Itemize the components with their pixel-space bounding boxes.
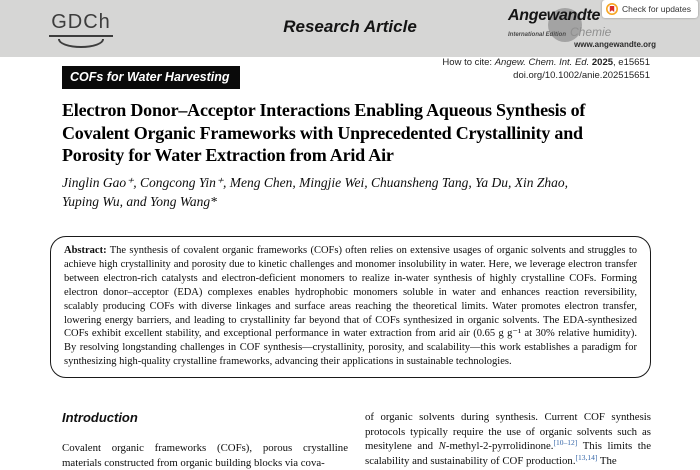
angewandte-subtitle-row [508, 25, 656, 39]
body-text-segment: -methyl-2-pyrrolidinone. [445, 440, 554, 453]
journal-header [0, 0, 700, 57]
gdch-logo-text: GDCh [49, 11, 113, 37]
left-column [62, 410, 348, 470]
title-line-3: Porosity for Water Extraction from Arid Air [62, 145, 394, 165]
check-for-updates-button[interactable] [602, 0, 698, 18]
citation-block [442, 57, 650, 82]
angewandte-name: Angewandte [508, 7, 601, 24]
how-to-cite-label: How to cite: [442, 57, 495, 68]
body-text-italic-segment: N [438, 440, 446, 453]
international-edition-label: International Edition [508, 32, 566, 38]
topic-badge: COFs for Water Harvesting [62, 66, 240, 89]
abstract-label: Abstract: [64, 245, 107, 256]
intro-paragraph: Covalent organic frameworks (COFs), porous crystalline materials constructed from organic building blocks via cova- [62, 442, 348, 469]
crossmark-icon [606, 3, 618, 15]
author-line-1: Jinglin Gao⁺, Congcong Yin⁺, Meng Chen, Mingjie Wei, Chuansheng Tang, Ya Du, Xin Zhao, [62, 175, 569, 190]
body-text-segment: The [597, 454, 617, 467]
article-title [62, 99, 656, 167]
article-body [62, 410, 651, 470]
introduction-heading: Introduction [62, 410, 138, 425]
body-text-segment: of organic solvents during synthesis. Current COF synthesis protocols typically require the use of organic solvents such as mesitylene and [365, 411, 651, 453]
reference-link-10-12[interactable]: [10–12] [553, 438, 578, 448]
chemie-label: Chemie [570, 25, 612, 39]
title-line-1: Electron Donor–Acceptor Interactions Enabling Aqueous Synthesis of [62, 100, 586, 120]
body-text-segment: This limits the scalability and sustainability of COF production. [365, 440, 651, 467]
check-for-updates-label: Check for updates [622, 4, 691, 14]
journal-website-link[interactable]: www.angewandte.org [574, 40, 656, 49]
right-column-paragraph [365, 410, 651, 468]
author-line-2: Yuping Wu, and Yong Wang* [62, 194, 217, 209]
author-list [62, 173, 656, 211]
title-line-2: Covalent Organic Frameworks with Unprecedented Crystallinity and [62, 122, 583, 143]
right-column [365, 410, 651, 470]
citation-year: 2025 [591, 57, 614, 68]
doi-link[interactable]: doi.org/10.1002/anie.202515651 [513, 69, 650, 81]
article-type-heading: Research Article [283, 17, 417, 36]
abstract-text: The synthesis of covalent organic frameworks (COFs) often relies on extensive usages of organic solvents and struggles to achieve high crystallinity and porosity due to kinetic challenges and monomer insolubility in water. Here, we leverage electron transfer between electron-rich catalysts and electron-deficient monomers to realize in-water synthesis of highly crystalline COFs. Forming electron donor–acceptor (EDA) complexes enables hydrophobic monomers soluble in water and enhances reaction reversibility, scalably producing COFs with diverse linkages and surface areas reaching the theoretical limits. Water promotes electron transfer, lowering energy barriers, and leading to crystallinity far beyond that of COFs synthesized in organic solvents. The EDA-synthesized COFs exhibit excellent stability, and exceptional performance in water extraction from arid air (0.65 g g⁻¹ at 30% relative humidity). By resolving longstanding challenges in COF synthesis—crystallinity, porosity, and scalability—this work establishes a paradigm for synthesizing high-quality crystalline frameworks, advancing their applications in sustainable technologies. [64, 245, 637, 368]
citation-line [442, 57, 650, 70]
journal-abbreviation: Angew. Chem. Int. Ed. [494, 57, 592, 68]
citation-article-id: , e15651 [613, 57, 650, 68]
gdch-logo-arc [58, 39, 104, 48]
reference-link-13-14[interactable]: [13,14] [575, 452, 598, 462]
abstract-box [50, 236, 651, 378]
